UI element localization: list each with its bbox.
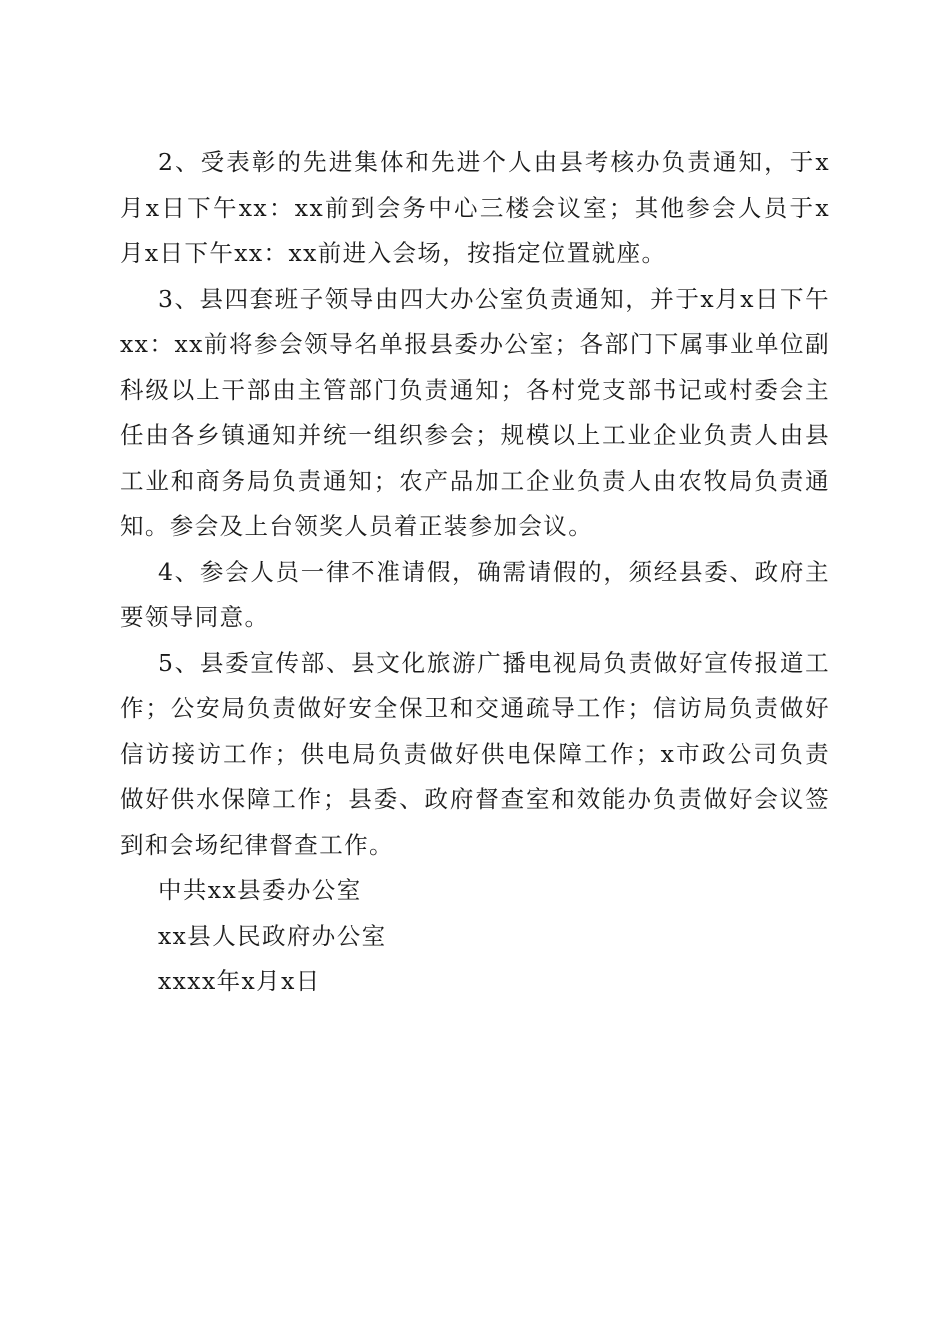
document-body: [120, 140, 830, 1005]
signature-org-party-office: 中共xx县委办公室: [158, 876, 362, 904]
paragraph-item-2: 2、受表彰的先进集体和先进个人由县考核办负责通知，于x月x日下午xx：xx前到会务中心三楼会议室；其他参会人员于x月x日下午xx：xx前进入会场，按指定位置就座。: [120, 148, 830, 267]
signature-date: xxxx年x月x日: [158, 967, 321, 995]
signature-org-government-office: xx县人民政府办公室: [158, 921, 387, 950]
paragraph-item-4: 4、参会人员一律不准请假，确需请假的，须经县委、政府主要领导同意。: [120, 557, 830, 631]
paragraph-item-3: 3、县四套班子领导由四大办公室负责通知，并于x月x日下午xx：xx前将参会领导名单报县委办公室；各部门下属事业单位副科级以上干部由主管部门负责通知；各村党支部书记或村委会主任由各乡镇通知并统一组织参会；规模以上工业企业负责人由县工业和商务局负责通知；农产品加工企业负责人由农牧局负责通知。参会及上台领奖人员着正装参加会议。: [120, 284, 830, 540]
paragraph-item-5: 5、县委宣传部、县文化旅游广播电视局负责做好宣传报道工作；公安局负责做好安全保卫和交通疏导工作；信访局负责做好信访接访工作；供电局负责做好供电保障工作；x市政公司负责做好供水保障工作；县委、政府督查室和效能办负责做好会议签到和会场纪律督查工作。: [120, 648, 830, 859]
